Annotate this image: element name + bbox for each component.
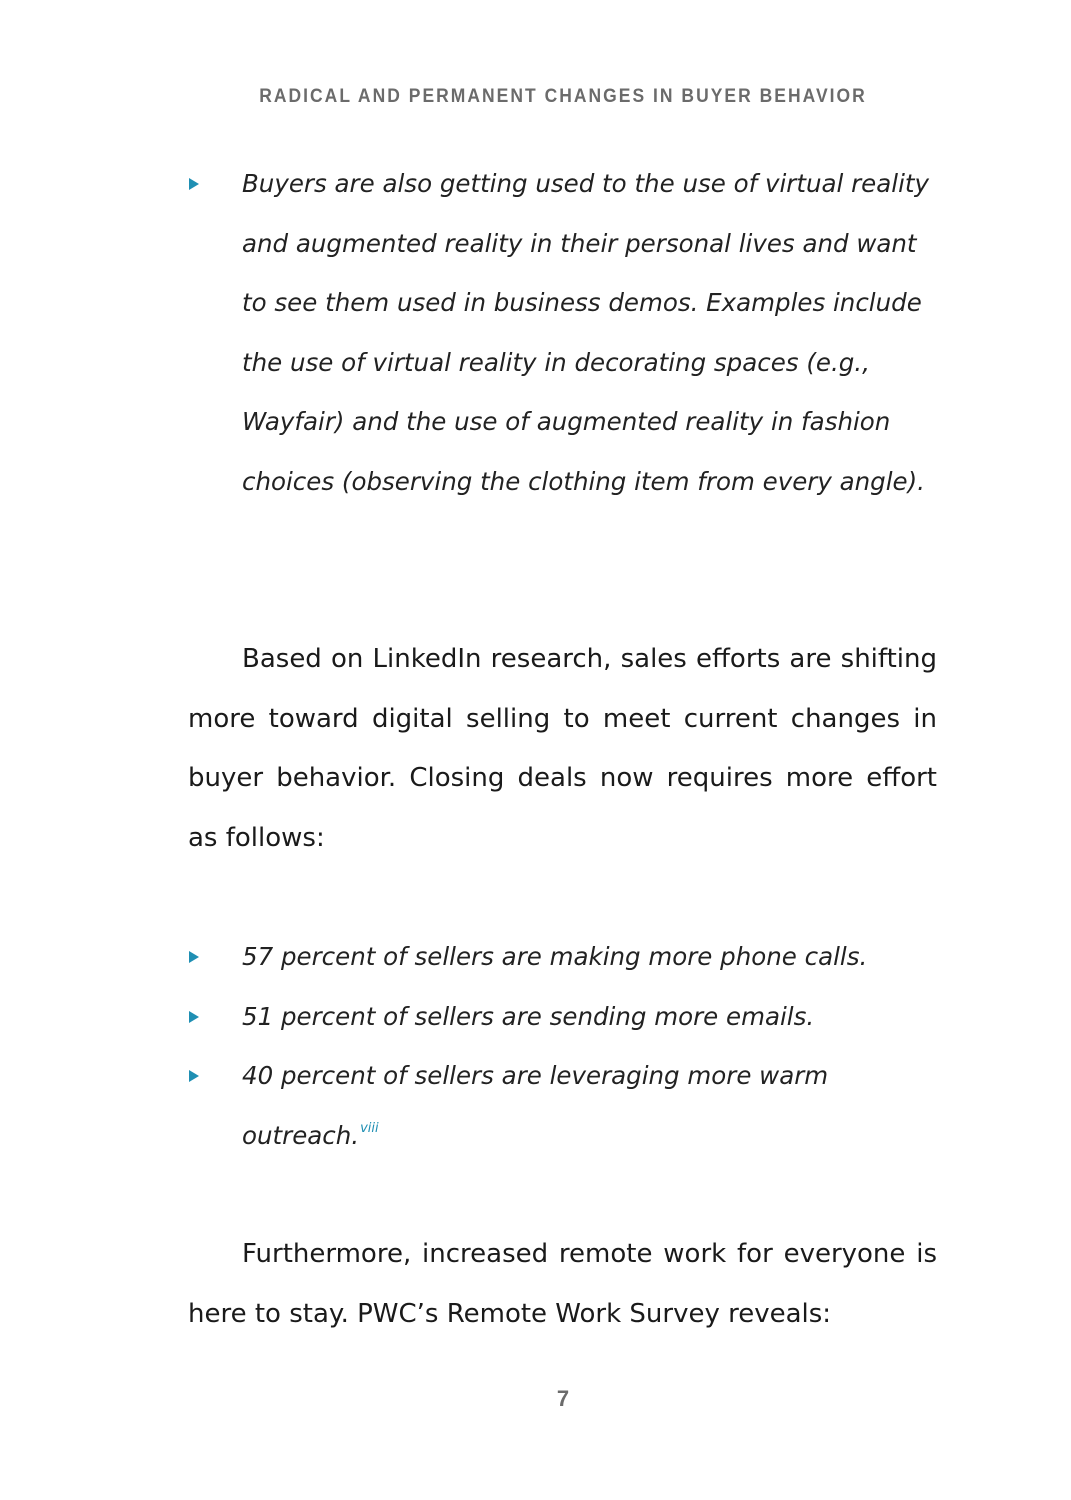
triangle-bullet-icon: [189, 1011, 199, 1023]
bullet-text: Buyers are also getting used to the use of virtual reality and augmented reality in their personal lives and want to see them used in business demos. Examples include the use of virtual reality in decorating spaces (e.g., Wayfair) and the use of augmented reality in fashion choices (observing the clothing item from every angle).: [242, 169, 929, 496]
bullet-text: 40 percent of sellers are leveraging more warm outreach.: [242, 1061, 829, 1150]
vr-ar-bullet-list: [188, 154, 938, 511]
list-item: [188, 987, 938, 1047]
paragraph-remote-work: Furthermore, increased remote work for everyone is here to stay. PWC’s Remote Work Survey reveals:: [188, 1239, 937, 1329]
endnote-reference[interactable]: viii: [360, 1120, 379, 1136]
bullet-text: 51 percent of sellers are sending more emails.: [242, 1001, 815, 1031]
running-head: RADICAL AND PERMANENT CHANGES IN BUYER BEHAVIOR: [259, 86, 867, 107]
triangle-bullet-icon: [189, 178, 199, 190]
triangle-bullet-icon: [189, 951, 199, 963]
paragraph-linkedin-research: Based on LinkedIn research, sales efforts are shifting more toward digital selling to meet current changes in buyer behavior. Closing deals now requires more effort as follows:: [188, 644, 937, 853]
bullet-text: 57 percent of sellers are making more phone calls.: [242, 942, 868, 971]
list-item: [188, 927, 938, 987]
list-item: [188, 1046, 938, 1165]
seller-stats-bullet-list: [188, 927, 938, 1165]
page-number: 7: [556, 1386, 570, 1411]
list-item: [188, 154, 938, 511]
triangle-bullet-icon: [189, 1070, 199, 1082]
